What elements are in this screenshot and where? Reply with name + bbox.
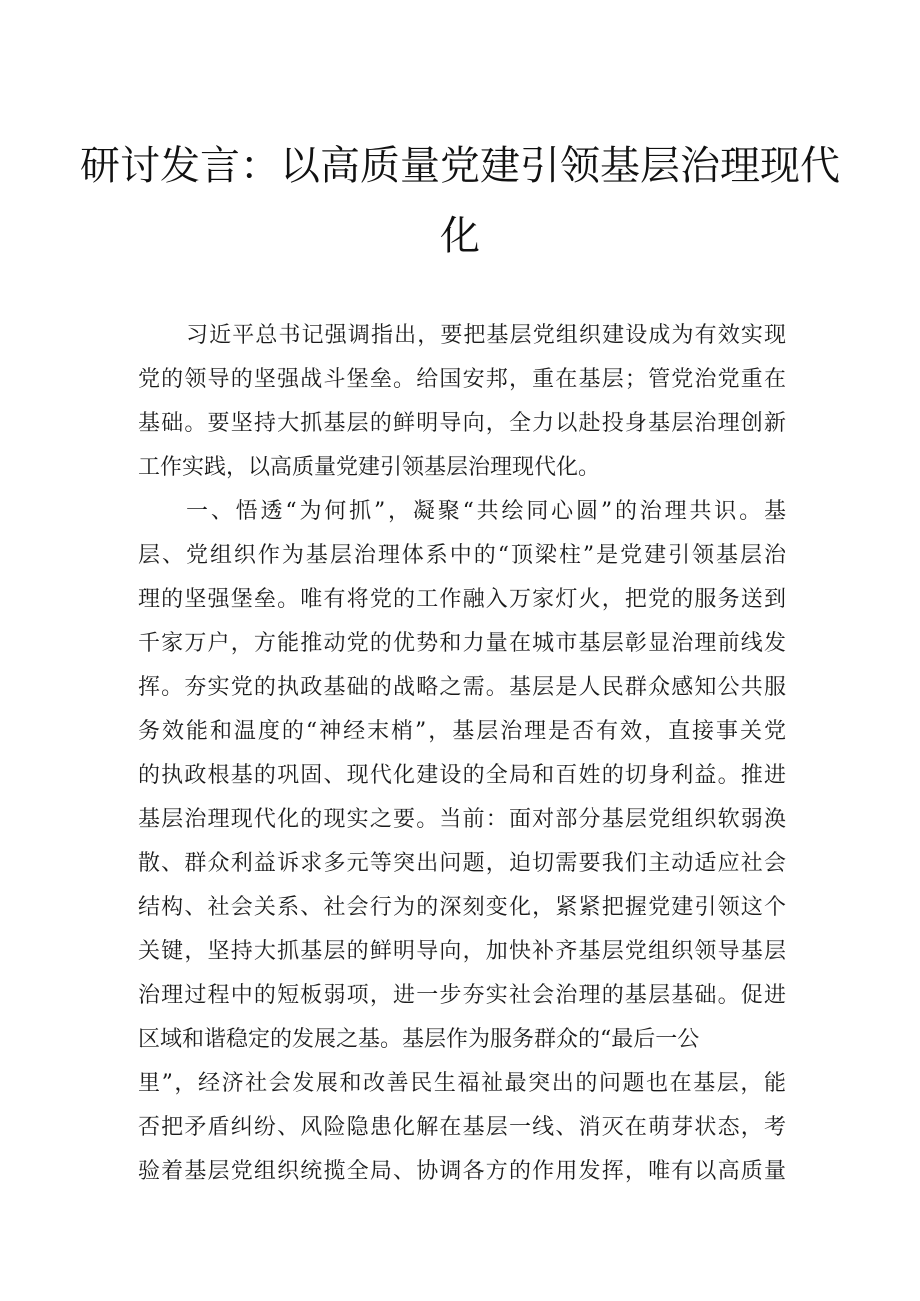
paragraph-line: 务效能和温度的“神经末梢”，基层治理是否有效，直接事关党	[138, 719, 786, 744]
paragraph-line: 工作实践，以高质量党建引领基层治理现代化。	[138, 455, 601, 480]
paragraph-line: 区域和谐稳定的发展之基。基层作为服务群众的“最后一公	[138, 1027, 700, 1052]
paragraph-line: 一、悟透“为何抓”，凝聚“共绘同心圆”的治理共识。基	[186, 499, 786, 524]
paragraph-line: 的执政根基的巩固、现代化建设的全局和百姓的切身利益。推进	[138, 763, 786, 788]
paragraph-line: 层、党组织作为基层治理体系中的“顶梁柱”是党建引领基层治	[138, 543, 786, 568]
paragraph-line: 挥。夯实党的执政基础的战略之需。基层是人民群众感知公共服	[138, 675, 786, 700]
paragraph-line: 关键，坚持大抓基层的鲜明导向，加快补齐基层党组织领导基层	[138, 939, 786, 964]
paragraph-line: 验着基层党组织统揽全局、协调各方的作用发挥，唯有以高质量	[138, 1159, 786, 1184]
paragraph-line: 千家万户，方能推动党的优势和力量在城市基层彰显治理前线发	[138, 631, 786, 656]
paragraph-line: 党的领导的坚强战斗堡垒。给国安邦，重在基层；管党治党重在	[138, 367, 786, 392]
paragraph-line: 散、群众利益诉求多元等突出问题，迫切需要我们主动适应社会	[138, 851, 786, 876]
paragraph-line: 理的坚强堡垒。唯有将党的工作融入万家灯火，把党的服务送到	[138, 587, 786, 612]
paragraph-line: 否把矛盾纠纷、风险隐患化解在基层一线、消灭在萌芽状态，考	[138, 1115, 786, 1140]
paragraph-line: 基层治理现代化的现实之要。当前：面对部分基层党组织软弱涣	[138, 807, 786, 832]
document-title-line-1: 研讨发言：以高质量党建引领基层治理现代	[80, 143, 840, 189]
paragraph-line: 习近平总书记强调指出，要把基层党组织建设成为有效实现	[186, 323, 786, 348]
paragraph-line: 结构、社会关系、社会行为的深刻变化，紧紧把握党建引领这个	[138, 895, 786, 920]
paragraph-line: 治理过程中的短板弱项，进一步夯实社会治理的基层基础。促进	[138, 983, 786, 1008]
paragraph-line: 里”，经济社会发展和改善民生福祉最突出的问题也在基层，能	[138, 1071, 786, 1096]
paragraph-line: 基础。要坚持大抓基层的鲜明导向，全力以赴投身基层治理创新	[138, 411, 786, 436]
document-title-line-2: 化	[440, 213, 480, 259]
